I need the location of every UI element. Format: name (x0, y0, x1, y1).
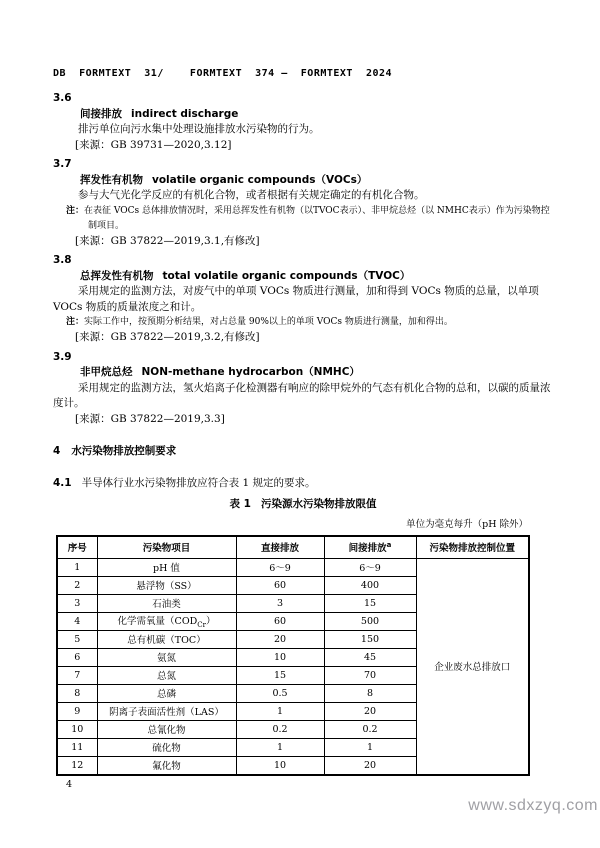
term-line (80, 173, 553, 189)
table-cell: 60 (236, 612, 324, 630)
table-cell: 10 (57, 720, 97, 738)
chapter-title: 水污染物排放控制要求 (71, 445, 177, 457)
section-3-6 (53, 91, 553, 153)
term-cn: 总挥发性有机物 (80, 269, 154, 282)
table-cell: 总有机碳（TOC） (97, 630, 236, 648)
clause-number: 4.1 (53, 476, 72, 489)
note-text: 实际工作中，按预期分析结果，对占总量 90%以上的单项 VOCs 物质进行测量，加和得出。 (84, 317, 453, 327)
table-cell: 6～9 (324, 558, 416, 576)
definition-text: 排污单位向污水集中处理设施排放水污染物的行为。 (78, 123, 320, 135)
term-line (80, 365, 553, 381)
table-cell: 20 (324, 702, 416, 720)
section-number: 3.7 (53, 158, 72, 170)
column-header: 直接排放 (236, 536, 324, 559)
column-header: 污染物项目 (97, 536, 236, 559)
source-line: [来源：GB 37822—2019,3.2,有修改] (75, 331, 260, 343)
table-cell: 1 (236, 738, 324, 756)
term-cn: 挥发性有机物 (80, 173, 143, 186)
table-cell: 0.2 (324, 720, 416, 738)
table-cell: 15 (236, 666, 324, 684)
table-cell: 石油类 (97, 594, 236, 612)
table-cell: 硫化物 (97, 738, 236, 756)
table-cell: 总氰化物 (97, 720, 236, 738)
term-cn: 间接排放 (80, 107, 122, 120)
table-cell: 4 (57, 612, 97, 630)
section-number: 3.8 (53, 254, 72, 266)
section-3-8 (53, 253, 553, 346)
table-cell: 150 (324, 630, 416, 648)
section-number: 3.9 (53, 350, 72, 363)
table-cell: 2 (57, 576, 97, 594)
limits-table (56, 535, 530, 776)
table-body (57, 558, 529, 775)
table-cell: 12 (57, 756, 97, 775)
table-cell: 化学需氧量$(COD_{Cr})$ (97, 612, 236, 630)
table-cell: 3 (236, 594, 324, 612)
table-cell: 500 (324, 612, 416, 630)
column-header: 序号 (57, 536, 97, 559)
term-en: indirect discharge (131, 107, 239, 120)
table-cell: 15 (324, 594, 416, 612)
note-line (66, 204, 553, 234)
table-cell: 氟化物 (97, 756, 236, 775)
clause-4-1 (53, 476, 553, 492)
term-en: NON-methane hydrocarbon（NMHC） (141, 366, 360, 378)
note-label: 注： (66, 317, 85, 327)
source-line: [来源：GB 39731—2020,3.12] (75, 138, 232, 151)
section-3-9 (53, 350, 553, 428)
note-label: 注： (66, 205, 85, 216)
note-line (66, 315, 553, 330)
table-cell: 8 (57, 684, 97, 702)
table-cell: 0.5 (236, 684, 324, 702)
page-content (53, 68, 553, 776)
chapter-heading (53, 444, 553, 460)
table-cell: 总磷 (97, 684, 236, 702)
source-line: [来源：GB 37822—2019,3.1,有修改] (75, 234, 260, 247)
control-position-cell: 企业废水总排放口 (416, 558, 529, 775)
definition-text: 参与大气光化学反应的有机化合物，或者根据有关规定确定的有机化合物。 (78, 189, 425, 201)
term-line (80, 107, 553, 123)
table-caption-text: 污染源水污染物排放限值 (260, 498, 377, 510)
standard-header: DB FORMTEXT 31/ FORMTEXT 374 — FORMTEXT 2024 (53, 68, 393, 79)
term-cn: 非甲烷总烃 (80, 366, 133, 378)
table-cell: 8 (324, 684, 416, 702)
table-caption (53, 497, 553, 513)
term-line (80, 269, 553, 285)
table-caption-label: 表 1 (229, 498, 251, 510)
table-cell: 45 (324, 648, 416, 666)
table-cell: 60 (236, 576, 324, 594)
section-3-7 (53, 157, 553, 249)
page-number: 4 (66, 779, 73, 790)
table-cell: 20 (324, 756, 416, 775)
definition-text: 采用规定的监测方法，对废气中的单项 VOCs 物质进行测量，加和得到 VOCs 物质的总量，以单项 VOCs 物质的质量浓度之和计。 (53, 285, 539, 313)
table-cell: 总氮 (97, 666, 236, 684)
term-en: total volatile organic compounds（TVOC） (162, 269, 411, 282)
note-text: 在表征 VOCs 总体排放情况时，采用总挥发性有机物（以TVOC表示）、非甲烷总烃（以 NMHC表示）作为污染物控制项目。 (84, 205, 550, 231)
source-line: [来源：GB 37822—2019,3.3] (75, 412, 225, 425)
table-cell: 70 (324, 666, 416, 684)
table-cell: 0.2 (236, 720, 324, 738)
table-cell: 9 (57, 702, 97, 720)
table-cell: 1 (57, 558, 97, 576)
table-cell: 氨氮 (97, 648, 236, 666)
table-cell: pH 值 (97, 558, 236, 576)
unit-note: 单位为毫克每升（pH 除外） (406, 518, 528, 530)
table-cell: 6～9 (236, 558, 324, 576)
table-cell: 5 (57, 630, 97, 648)
table-cell: 10 (236, 756, 324, 775)
table-cell: 400 (324, 576, 416, 594)
table-cell: 20 (236, 630, 324, 648)
table-cell: 7 (57, 666, 97, 684)
table-cell: 1 (236, 702, 324, 720)
table-header-row (57, 536, 529, 559)
table-cell: 阴离子表面活性剂（LAS） (97, 702, 236, 720)
column-header: 污染物排放控制位置 (416, 536, 529, 559)
chapter-number: 4 (53, 445, 61, 457)
table-cell: 10 (236, 648, 324, 666)
table-cell: 悬浮物（SS） (97, 576, 236, 594)
section-number: 3.6 (53, 92, 72, 104)
table-cell: 6 (57, 648, 97, 666)
definition-text: 采用规定的监测方法，氢火焰离子化检测器有响应的除甲烷外的气态有机化合物的总和，以碳的质量浓度计。 (53, 381, 551, 409)
watermark: www.sdxzyq.com (468, 797, 598, 814)
term-en: volatile organic compounds（VOCs） (152, 173, 368, 186)
table-row (57, 558, 529, 576)
clause-text: 半导体行业水污染物排放应符合表 1 规定的要求。 (81, 476, 316, 489)
table-cell: 3 (57, 594, 97, 612)
column-header: 间接排放$^a$ (324, 536, 416, 559)
table-cell: 11 (57, 738, 97, 756)
table-cell: 1 (324, 738, 416, 756)
